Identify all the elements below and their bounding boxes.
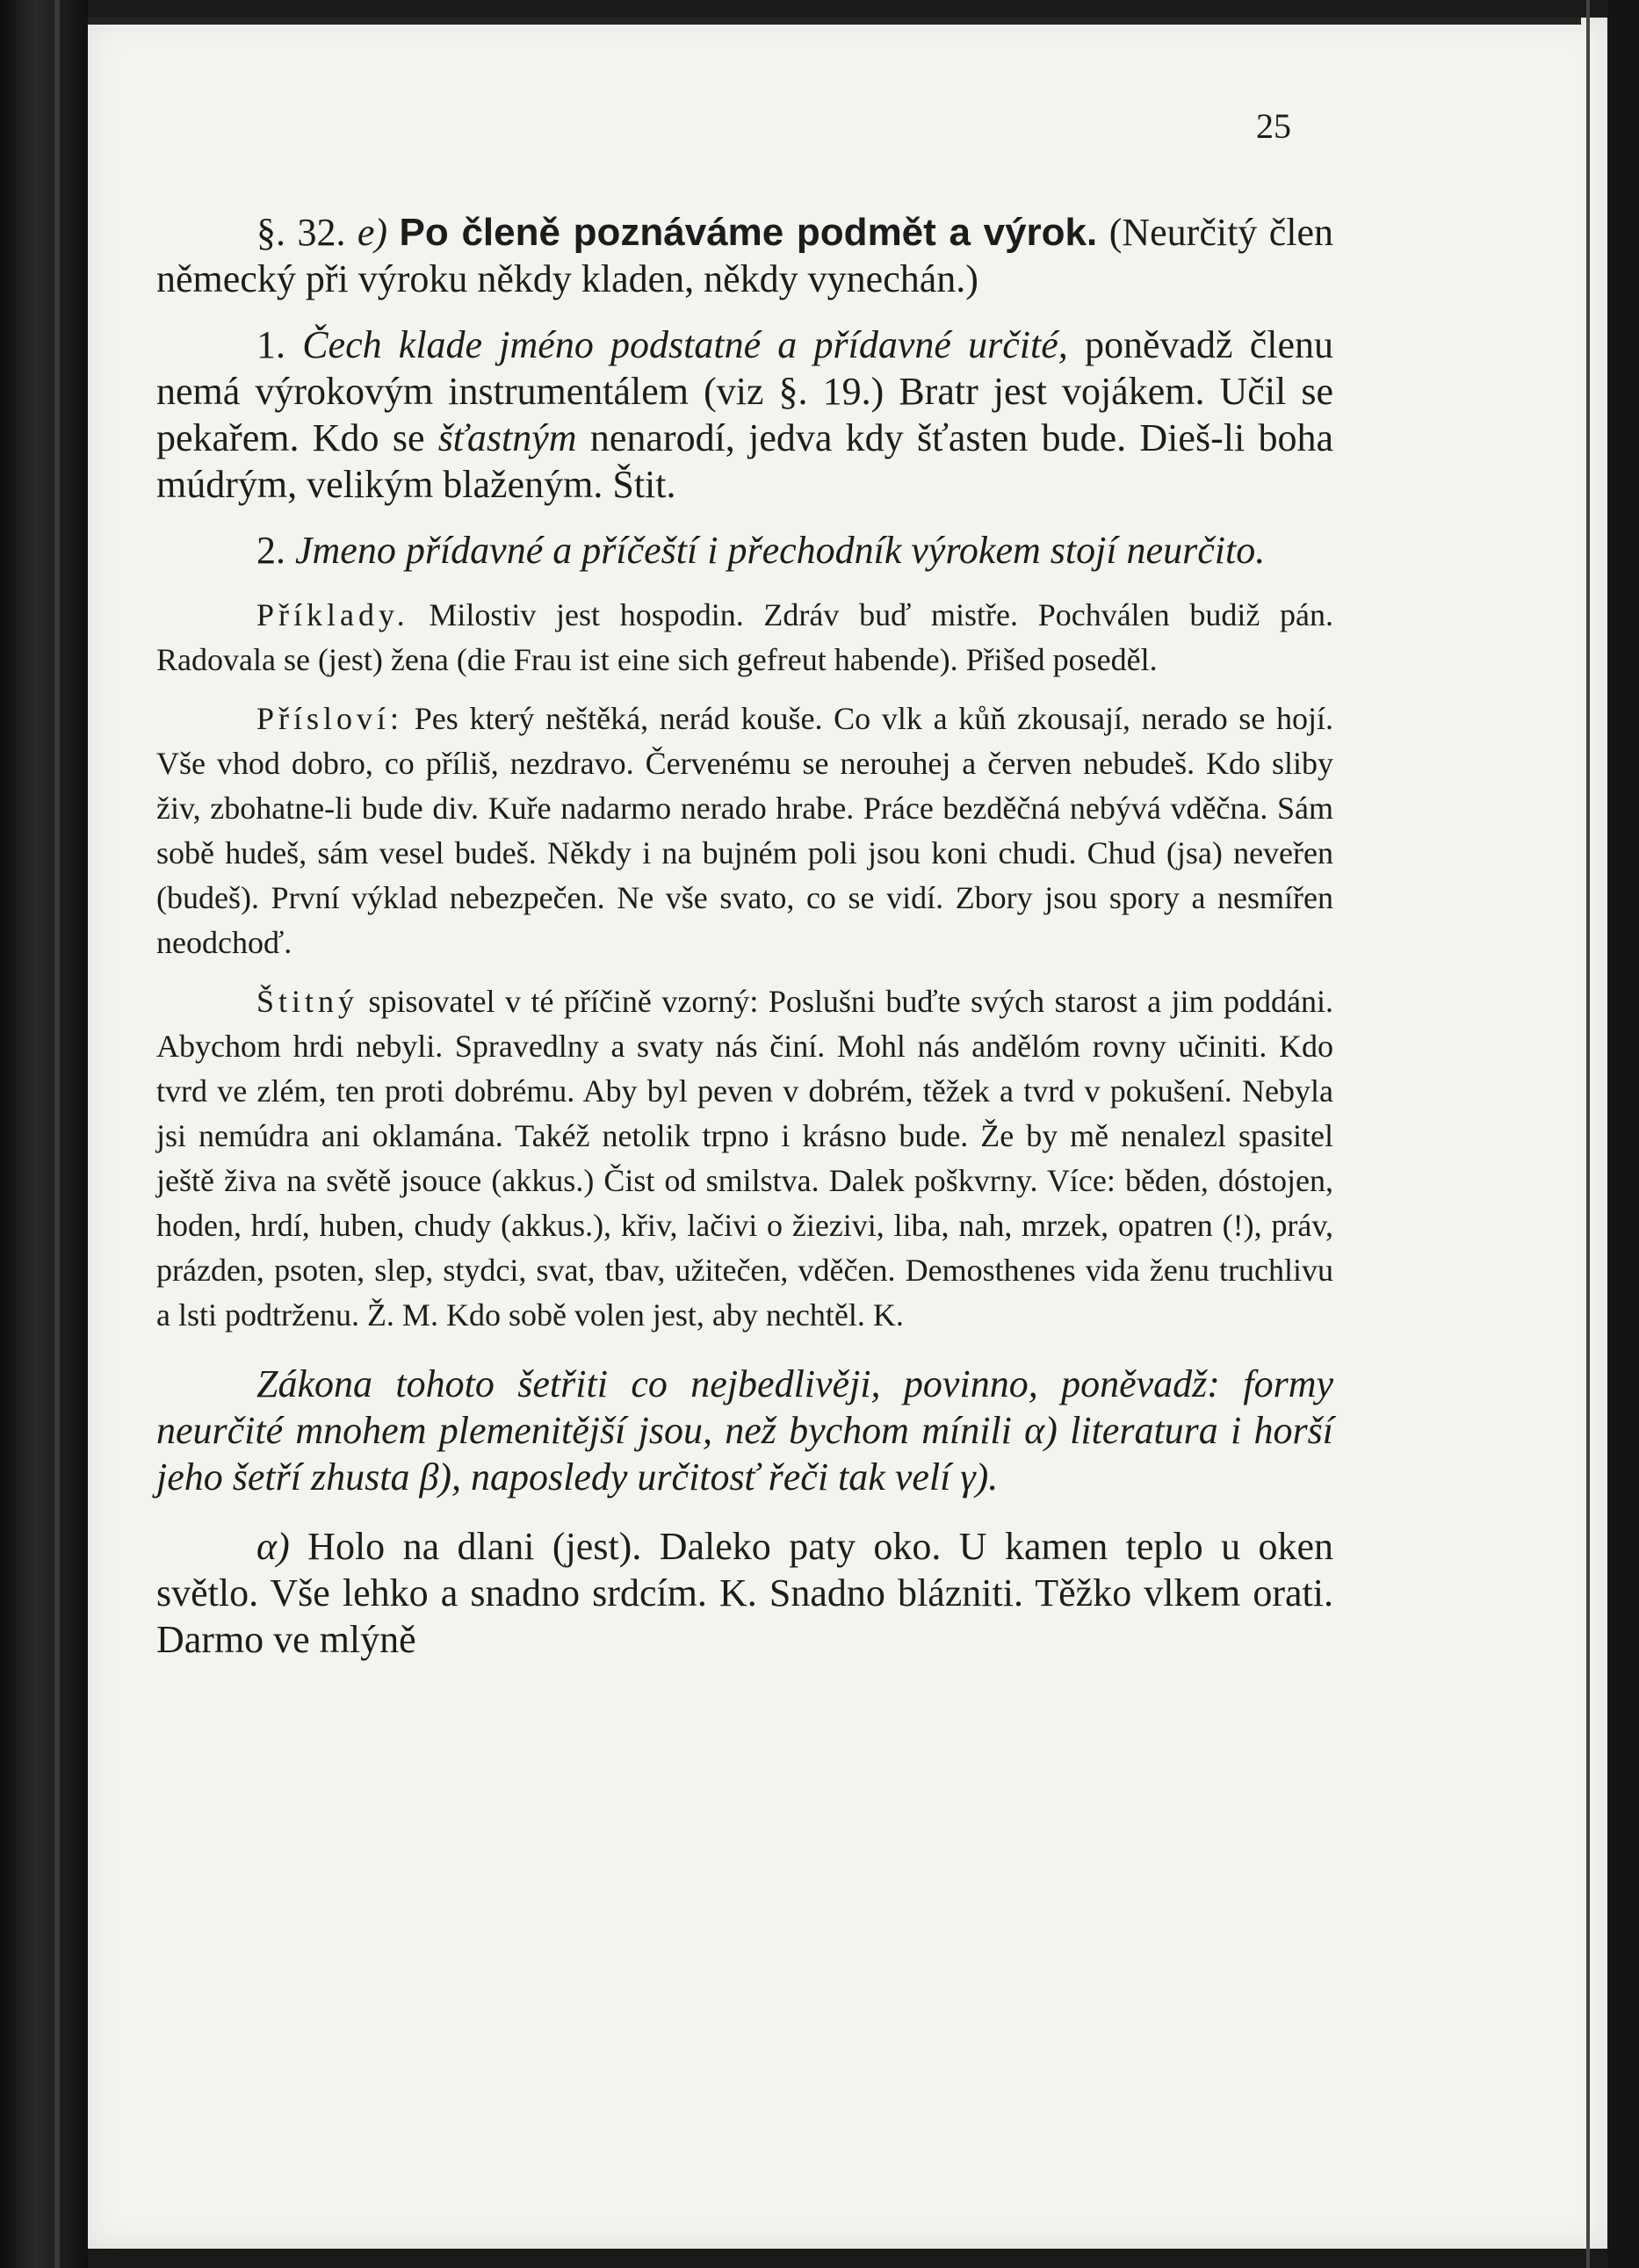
stitny-text: spisovatel v té příčině vzorný: Poslušni buďte svých starost a jim poddáni. Abychom hrdi nebyli. Spravedlny a svaty nás činí. Mohl nás andělóm rovny učiniti. Kdo tvrd ve zlém, ten proti dobrému. Aby byl peven v dobrém, těžek a tvrd v pokušení. Nebyla jsi nemúdra ani oklamána. Takéž netolik trpno i krásno bude. Že by mě nenalezl spasitel ještě živa na světě jsouce (akkus.) Čist od smilstva. Dalek poškvrny. Více: běden, dóstojen, hoden, hrdí, huben, chudy (akkus.), křiv, lačivi o žiezivi, liba, nah, mrzek, opatren (!), práv, prázden, psoten, slep, stydci, svat, tbav, užitečen, vděčen. Demosthenes vida ženu truchlivu a lsti podtrženu. Ž. M. Kdo sobě volen jest, aby nechtěl. K. xyxy=(156,984,1334,1333)
rule-2-number: 2. xyxy=(256,529,285,572)
proverbs-paragraph xyxy=(156,697,1333,965)
section-note: (Neurčitý člen německý při výroku někdy kladen, někdy vynechán.) xyxy=(156,211,1334,300)
examples-text: Milostiv jest hospodin. Zdráv buď mistře. Pochválen budiž pán. Radovala se (jest) žena (die Frau ist eine sich gefreut habende). Přišed poseděl. xyxy=(156,597,1333,677)
rule-2-paragraph xyxy=(156,527,1333,574)
page-right-edge xyxy=(1607,0,1639,2268)
page-number: 25 xyxy=(1256,106,1291,146)
proverbs-label: Přísloví: xyxy=(256,701,404,736)
examples-paragraph xyxy=(156,593,1333,683)
rule-1-paragraph xyxy=(156,321,1333,508)
binding-rule xyxy=(54,0,60,2268)
rule-1-text-end: nenarodí, jedva kdy šťasten bude. Dieš-li boha múdrým, velikým blaženým. Štit. xyxy=(156,416,1333,506)
section-32-heading xyxy=(156,209,1333,302)
section-letter: e) xyxy=(357,211,388,254)
section-number: §. 32. xyxy=(256,211,346,254)
page-top-rule xyxy=(88,18,1581,25)
page-right-rule xyxy=(1586,0,1590,2268)
page-content xyxy=(156,97,1333,1663)
stitny-label: Štitný xyxy=(256,984,359,1019)
rule-1-italic: Čech klade jméno podstatné a přídavné určité, xyxy=(302,323,1068,366)
rule-2-italic: Jmeno přídavné a příčeští i přechodník výrokem stojí neurčito. xyxy=(295,529,1266,572)
alpha-paragraph xyxy=(156,1523,1333,1663)
stitny-paragraph xyxy=(156,979,1333,1338)
proverbs-text: Pes který neštěká, nerád kouše. Co vlk a kůň zkousají, nerado se hojí. Vše vhod dobro, co příliš, nezdravo. Červenému se nerouhej a červen nebudeš. Kdo sliby živ, zbohatne-li bude div. Kuře nadarmo nerado hrabe. Práce bezděčná nebývá vděčna. Sám sobě hudeš, sám vesel budeš. Někdy i na bujném poli jsou koni chudi. Chud (jsa) neveřen (budeš). První výklad nebezpečen. Ne vše svato, co se vidí. Zbory jsou spory a nesmířen neodchoď. xyxy=(156,701,1334,960)
law-paragraph: Zákona tohoto šetřiti co nejbedlivěji, povinno, poněvadž: formy neurčité mnohem plemenitější jsou, než bychom mínili α) literatura i horší jeho šetří zhusta β), naposledy určitosť řeči tak velí γ). xyxy=(156,1362,1333,1499)
rule-1-text: poněvadž členu nemá výrokovým instrumentálem (viz §. 19.) Bratr jest vojákem. Učil se pekařem. Kdo se xyxy=(156,323,1334,459)
page-left-edge xyxy=(0,0,88,2268)
rule-1-number: 1. xyxy=(256,323,285,366)
examples-label: Příklady. xyxy=(256,597,409,632)
section-title: Po členě poznáváme podmět a výrok. xyxy=(399,211,1098,254)
rule-1-italic-word: šťastným xyxy=(437,416,577,459)
alpha-label: α) xyxy=(256,1525,290,1568)
alpha-text: Holo na dlani (jest). Daleko paty oko. U kamen teplo u oken světlo. Vše lehko a snadno srdcím. K. Snadno blázniti. Těžko vlkem orati. Darmo ve mlýně xyxy=(156,1525,1334,1661)
